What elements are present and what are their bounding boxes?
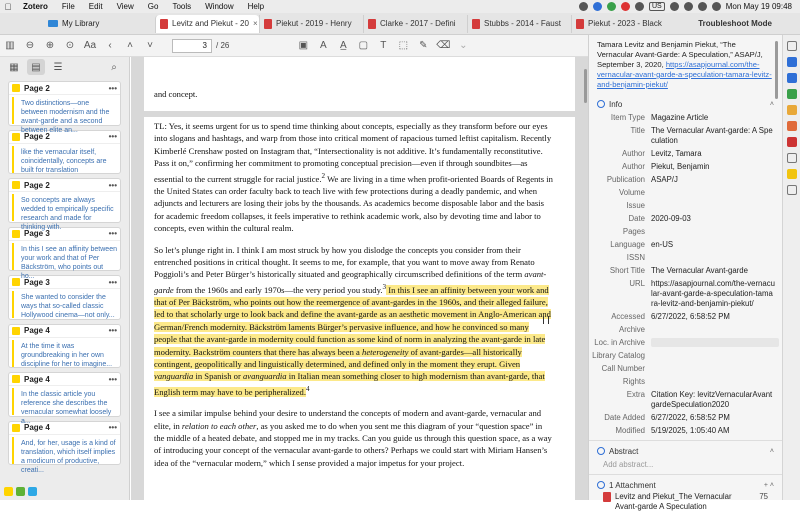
annotation-card[interactable]	[8, 324, 121, 369]
field-label: Issue	[626, 200, 645, 210]
note-pane-icon[interactable]	[787, 169, 797, 179]
annotation-card[interactable]	[8, 178, 121, 231]
highlight-part: in Spanish or	[193, 371, 243, 382]
more-icon[interactable]: •••	[108, 277, 117, 287]
wifi-icon[interactable]	[684, 2, 693, 11]
menu-window[interactable]: Window	[205, 2, 234, 11]
info-field-row	[589, 277, 782, 310]
field-value[interactable]: The Vernacular Avant-garde	[651, 265, 748, 275]
field-value[interactable]: 6/27/2022, 6:58:52 PM	[651, 311, 730, 321]
more-icon[interactable]: •••	[108, 423, 117, 432]
menubar	[0, 0, 800, 13]
related-icon[interactable]	[787, 137, 797, 147]
back-icon[interactable]: ‹	[108, 40, 112, 51]
field-value[interactable]: Levitz, Tamara	[651, 148, 702, 158]
pdf-page-top	[144, 57, 575, 111]
tray-app-icon[interactable]	[621, 2, 630, 11]
page-number-input[interactable]: 3	[172, 39, 212, 53]
info-field-row	[589, 225, 782, 238]
field-value[interactable]: en-US	[651, 239, 674, 249]
tab-label: Clarke - 2017 - Defini	[380, 19, 456, 28]
highlight-square-icon	[12, 327, 20, 335]
attachment-name: Levitz and Piekut_The Vernacular Avant-garde A Speculation	[615, 492, 732, 511]
annotation-card[interactable]	[8, 421, 121, 474]
abstract-icon[interactable]	[787, 73, 797, 83]
info-field-row	[589, 124, 782, 147]
paragraph	[154, 244, 553, 399]
pdf-icon	[603, 492, 611, 502]
field-label: Date	[628, 213, 645, 223]
info-field-row	[589, 424, 782, 437]
apple-icon[interactable]	[0, 2, 16, 12]
annotation-page: Page 3	[24, 277, 50, 287]
more-icon[interactable]: •••	[108, 132, 117, 141]
highlight-square-icon	[12, 181, 20, 189]
footnote-ref[interactable]: 2	[321, 171, 326, 180]
field-value[interactable]: ASAP/J	[651, 174, 678, 184]
section-header-attachments[interactable]	[589, 478, 782, 492]
field-value[interactable]: The Vernacular Avant-garde: A Speculation	[651, 125, 773, 145]
search-icon[interactable]: ⌕	[111, 61, 117, 73]
field-value[interactable]	[645, 253, 775, 263]
citation-text: Tamara Levitz and Benjamin Piekut, “The Vernacular Avant-Garde: A Speculation,” ASAP/J, September 3, 2020,	[597, 40, 763, 69]
field-value[interactable]	[645, 351, 775, 361]
abstract-icon	[597, 447, 605, 455]
abstract-input[interactable]: Add abstract...	[603, 460, 654, 469]
thumbnails-icon[interactable]: ▦	[9, 61, 19, 73]
annotation-page: Page 2	[24, 83, 50, 93]
color-swatch-green[interactable]	[16, 487, 25, 496]
highlight-square-icon	[12, 375, 20, 383]
input-source[interactable]: US	[649, 2, 665, 11]
paragraph	[154, 407, 553, 469]
field-label: Title	[630, 125, 645, 135]
annotations-sidebar	[0, 57, 130, 500]
menu-file[interactable]: File	[61, 2, 75, 11]
text-cursor	[543, 316, 549, 324]
pdf-icon	[160, 19, 168, 29]
field-value[interactable]	[645, 364, 775, 374]
scrollbar[interactable]	[584, 69, 587, 103]
attachment-annotation-count: 75	[759, 492, 768, 501]
more-icon[interactable]: •••	[108, 229, 117, 238]
field-label: Pages	[622, 226, 645, 236]
paragraph-text: I see a similar impulse behind your desire to understand the concepts of modern and avant-garde, vernacular and elite, in	[154, 408, 542, 431]
info-icon[interactable]	[787, 57, 797, 67]
pane-toggle-icon[interactable]	[787, 41, 797, 51]
outline-icon[interactable]: ☰	[53, 61, 63, 73]
eraser-icon[interactable]: ⌫	[436, 40, 451, 51]
search-icon[interactable]	[698, 2, 707, 11]
close-icon[interactable]: ×	[252, 19, 258, 28]
color-swatch-yellow[interactable]	[4, 487, 13, 496]
tab-document[interactable]	[259, 15, 363, 33]
chevron-up-icon[interactable]: ˄	[769, 447, 774, 455]
highlight-square-icon	[12, 84, 20, 92]
footnote-ref[interactable]: 4	[306, 384, 310, 393]
more-icon[interactable]: •••	[108, 83, 117, 93]
sidebar-toggle-icon[interactable]: ▥	[5, 40, 15, 51]
tab-document[interactable]	[363, 15, 467, 33]
section-header-abstract[interactable]	[589, 444, 782, 458]
annotation-text: And, for her, usage is a kind of translation, which itself implies a modicum of productive, creati...	[12, 437, 120, 464]
annotation-text: In this I see an affinity between your work and that of Per Bäckström, who points out ho...	[12, 243, 120, 270]
info-field-row	[589, 310, 782, 323]
notes-icon[interactable]	[787, 105, 797, 115]
annotation-page: Page 2	[24, 180, 50, 190]
menu-tools[interactable]: Tools	[172, 2, 192, 11]
annotation-text: Two distinctions—one between modernism and the avant-garde and a second between elite an...	[12, 97, 120, 124]
annotation-card[interactable]	[8, 372, 121, 425]
field-label: Modified	[615, 425, 645, 435]
highlight-part: in Italian mean something closer to high modernism than avant-garde, that English term may have to be peripheralized.	[154, 371, 545, 397]
annotation-page: Page 3	[24, 229, 50, 238]
text-size-icon[interactable]: Aa	[83, 40, 97, 51]
paragraph-text: avant-garde	[154, 269, 547, 295]
section-title: Abstract	[609, 446, 639, 456]
status-tray	[579, 2, 800, 11]
locate-icon[interactable]	[787, 153, 797, 163]
field-label: Call Number	[601, 363, 645, 373]
field-label: Volume	[618, 187, 645, 197]
pdf-page	[144, 117, 575, 500]
tab-document[interactable]	[571, 15, 675, 33]
field-label: Publication	[606, 174, 645, 184]
chevron-up-icon[interactable]: ˄	[769, 100, 774, 108]
annotation-page: Page 4	[24, 374, 50, 384]
chevron-down-icon[interactable]: ⌄	[459, 40, 468, 51]
info-field-row	[589, 411, 782, 424]
more-icon[interactable]: •••	[108, 180, 117, 190]
tab-label: My Library	[62, 19, 100, 28]
paragraph-text: , as you asked me to do when you sent me this diagram of your “question space” in the middle of a heated debate, and stopped me in my tracks. Can you guide us through this question space, as a way of introducing your concept of the vernacular avant-garde to others? Perhaps we could start with Miriam Hansen’s idea of the “vernacular modern,” which I sense provided a major impetus for your project.	[154, 420, 552, 468]
annotation-list	[0, 81, 129, 474]
info-field-row	[589, 264, 782, 277]
paragraph-text: from the 1960s and early 1970s—the very period you study.	[173, 284, 383, 295]
field-label: Archive	[619, 324, 645, 334]
highlight-square-icon	[12, 424, 20, 432]
battery-icon[interactable]	[670, 2, 679, 11]
attachment-row[interactable]	[589, 492, 782, 512]
field-label: Accessed	[611, 311, 645, 321]
footnote-ref[interactable]: 3	[382, 282, 387, 291]
pdf-icon	[264, 19, 272, 29]
info-field-row	[589, 349, 782, 362]
paragraph	[154, 120, 553, 235]
annotation-card[interactable]	[8, 81, 121, 134]
field-value[interactable]	[645, 377, 775, 387]
folder-icon	[48, 20, 58, 27]
menu-edit[interactable]: Edit	[88, 2, 103, 11]
field-label: Author	[622, 161, 645, 171]
field-value[interactable]	[645, 227, 775, 237]
field-label: Rights	[622, 376, 645, 386]
field-label: Author	[622, 148, 645, 158]
tab-document[interactable]	[155, 15, 259, 33]
scrollbar[interactable]	[775, 41, 778, 99]
field-value[interactable]: Magazine Article	[651, 112, 709, 122]
menu-go[interactable]: Go	[147, 2, 159, 11]
field-value[interactable]	[645, 201, 775, 211]
text-icon[interactable]: T	[380, 40, 387, 51]
paragraph-text: We are living in a time when profit-oriented Boards of Regents in the United States can order faculty back to teach live with few protections during a deadly pandemic, and when adjuncts and lecturers are losing their jobs by the thousands. As academics become disposable labor and the basis for academic freedom collapses, it feels imperative to rethink academic work, also by devoting time and labor to concepts, even within the cultural realm.	[154, 173, 553, 234]
section-header-info[interactable]	[589, 97, 782, 111]
zoom-in-icon[interactable]: ⊕	[45, 40, 55, 51]
color-filter	[4, 487, 37, 496]
sidebar-view-switcher	[0, 57, 129, 77]
tray-app-icon[interactable]	[579, 2, 588, 11]
annotation-card[interactable]	[8, 130, 121, 175]
side-nav-rail	[782, 35, 800, 500]
attachment-icon[interactable]	[787, 89, 797, 99]
reader-toolbar	[0, 35, 588, 57]
info-field-row	[589, 212, 782, 225]
annotation-card[interactable]	[8, 227, 121, 280]
color-swatch-blue[interactable]	[28, 487, 37, 496]
control-center-icon[interactable]	[712, 2, 721, 11]
info-field-row	[589, 111, 782, 124]
ink-icon[interactable]: ✎	[419, 40, 428, 51]
next-page-icon[interactable]: ˅	[147, 40, 153, 51]
field-label: Date Added	[604, 412, 645, 422]
zoom-out-icon[interactable]: ⊖	[25, 40, 35, 51]
citation-preview	[589, 35, 782, 97]
field-label: URL	[629, 278, 645, 288]
annotation-card[interactable]	[8, 275, 121, 320]
field-label: ISSN	[626, 252, 645, 262]
highlight-part: heterogeneity	[362, 346, 409, 357]
tags-icon[interactable]	[787, 121, 797, 131]
more-icon[interactable]: •••	[108, 374, 117, 384]
pdf-icon	[576, 19, 584, 29]
annotation-page: Page 2	[24, 132, 50, 141]
page-text-fragment: and concept.	[154, 88, 198, 99]
highlight-part: avanguardia	[242, 371, 287, 382]
item-pane	[588, 35, 782, 511]
field-value[interactable]: 2020-09-03	[651, 213, 691, 223]
add-icon[interactable]: + ˄	[763, 481, 774, 489]
divider	[589, 440, 782, 441]
info-field-row	[589, 362, 782, 375]
more-icon[interactable]: •••	[108, 326, 117, 335]
tab-label: Piekut - 2019 - Henry	[276, 19, 352, 28]
tray-app-icon[interactable]	[593, 2, 602, 11]
field-value[interactable]: 6/27/2022, 6:58:52 PM	[651, 412, 730, 422]
highlight-part: In this I see an affinity between your work and that of Per Bäckström, who points out how the reemergence of avant-gardes in the 1960s, and their alleged failure, led to that scholarly urge to look back and define the avant-garde as an aesthetic movement in Anglo-American and German/French modernity. Bäckström laments Bürger’s pervasive influence, and how he convinced so many people that the avant-garde in modernity could function as some kind of norm in analyzing the avant-garde in late modernity. Backström counters that there has always been a	[154, 284, 551, 357]
field-label: Language	[610, 239, 645, 249]
menu-view[interactable]: View	[116, 2, 134, 11]
annotation-text: In the classic article you reference she describes the vernacular somewhat loosely a...	[12, 388, 120, 415]
field-label: Loc. in Archive	[594, 337, 645, 347]
annotation-text: like the vernacular itself, coincidentally, concepts are built for translation	[12, 146, 120, 173]
tab-label: Piekut - 2023 - Black	[588, 19, 662, 28]
note-icon[interactable]: ▢	[358, 40, 369, 51]
field-value[interactable]: Piekut, Benjamin	[651, 161, 710, 171]
annotation-page: Page 4	[24, 423, 50, 432]
annotation-text: She wanted to consider the ways that so-called classic Hollywood cinema—not only...	[12, 291, 120, 318]
highlight-part: vanguardia	[154, 371, 194, 382]
info-field-row	[589, 336, 782, 349]
info-field-row	[589, 323, 782, 336]
field-value[interactable]: 5/19/2025, 1:05:40 AM	[651, 425, 730, 435]
annotation-page: Page 4	[24, 326, 50, 335]
tab-label: Stubbs - 2014 - Faust	[484, 19, 561, 28]
context-pane-icon[interactable]	[787, 185, 797, 195]
section-title: 1 Attachment	[609, 480, 656, 490]
menu-zotero[interactable]: Zotero	[23, 2, 48, 11]
paragraph-text: relation to each other	[181, 420, 257, 431]
info-field-row	[589, 238, 782, 251]
pdf-icon	[368, 19, 376, 29]
highlighted-text[interactable]	[154, 282, 551, 397]
field-value[interactable]	[645, 325, 775, 335]
prev-page-icon[interactable]: ˄	[127, 40, 133, 51]
text-annotation-icon[interactable]: ▣	[298, 40, 309, 51]
tray-app-icon[interactable]	[607, 2, 616, 11]
pdf-icon	[472, 19, 480, 29]
highlight-square-icon	[12, 133, 20, 141]
info-field-row	[589, 388, 782, 411]
field-label: Item Type	[610, 112, 645, 122]
clock[interactable]: Mon May 19 09:48	[725, 2, 792, 11]
info-icon	[597, 100, 605, 108]
pdf-viewer[interactable]	[131, 57, 588, 500]
info-fields	[589, 111, 782, 437]
info-field-row	[589, 199, 782, 212]
highlight-square-icon	[12, 230, 20, 238]
info-field-row	[589, 251, 782, 264]
highlight-square-icon	[12, 278, 20, 286]
paragraph-text: TL: Yes, it seems urgent for us to spend time thinking about concepts, especially as they transform before our eyes into slogans and hashtags, and warp from those into critical moment of rapacious turned leftist capitalism. Recently Kimberlé Crenshaw posted on Instagram that, “Intersectionality is not additive. It’s fundamentally reconstitutive. Pass it on,” confirming her commitment to promoting conceptual precision—even if through soundbites—as essential to the current struggle for racial justice.	[154, 121, 552, 184]
menu-help[interactable]: Help	[247, 2, 265, 11]
info-field-row	[589, 147, 782, 160]
citation-link[interactable]: https://asapjournal.com/the-vernacular-avant-garde-a-speculation-tamara-levitz-and-benjamin-piekut/	[597, 60, 772, 89]
field-label: Short Title	[609, 265, 645, 275]
zoom-reset-icon[interactable]: ⊙	[65, 40, 75, 51]
tab-label: Levitz and Piekut - 20	[172, 19, 249, 28]
divider	[589, 474, 782, 475]
field-label: Library Catalog	[592, 350, 645, 360]
underline-icon[interactable]: A̲	[340, 40, 347, 51]
section-title: Info	[609, 99, 623, 109]
troubleshoot-mode-label[interactable]: Troubleshoot Mode	[698, 19, 772, 28]
info-field-row	[589, 160, 782, 173]
field-value[interactable]	[645, 188, 775, 198]
attachment-icon	[597, 481, 605, 489]
tab-document[interactable]	[467, 15, 571, 33]
tray-app-icon[interactable]	[635, 2, 644, 11]
info-field-row	[589, 375, 782, 388]
info-field-row	[589, 186, 782, 199]
tab-bar	[0, 13, 800, 35]
field-label: Extra	[626, 389, 645, 399]
field-value[interactable]	[651, 338, 779, 347]
paragraph-text: So let’s plunge right in. I think I am most struck by how you dislodge the concepts you consider from their entrenched positions in critical thought. It seems to me, for example, that you want to move away from Renato Poggioli’s and Peter Bürger’s historically situated and geographically circumscribed definitions of the term	[154, 244, 535, 280]
page-total: / 26	[216, 41, 230, 50]
highlight-icon[interactable]: A	[320, 40, 327, 51]
info-field-row	[589, 173, 782, 186]
annotation-text: So concepts are always wedded to empirically specific research and made for thinking with.	[12, 194, 120, 221]
annotation-text: At the time it was groundbreaking in her own discipline for her to imagine...	[12, 340, 120, 367]
highlight-part: of avant-gardes—all historically contingent, geopolitically and linguistically determined, and defined only in the moment they erupt. Given	[154, 346, 522, 370]
field-value[interactable]: https://asapjournal.com/the-vernacular-avant-garde-a-speculation-tamara-levitz-and-benjamin-piekut/	[651, 278, 775, 308]
tab-my-library[interactable]	[0, 19, 155, 28]
field-value[interactable]: Citation Key: levitzVernacularAvantgardeSpeculation2020	[651, 389, 773, 409]
area-icon[interactable]: ⬚	[398, 40, 409, 51]
annotations-icon[interactable]: ▤	[27, 59, 45, 75]
